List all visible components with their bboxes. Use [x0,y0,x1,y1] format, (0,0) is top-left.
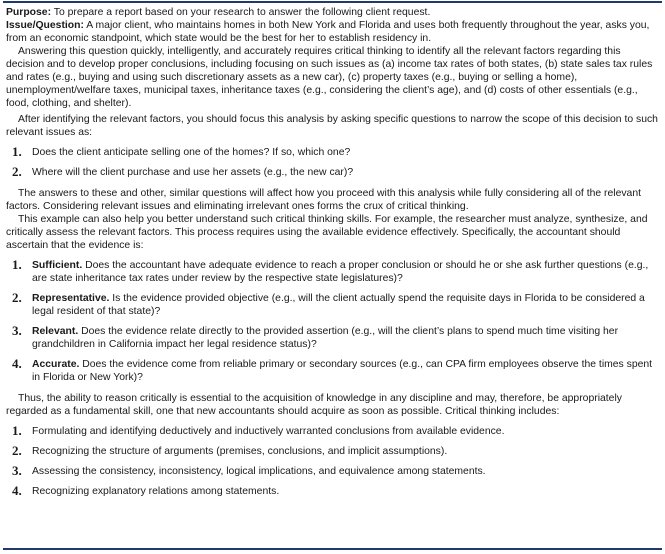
item-number: 4. [12,483,22,498]
paragraph-4: This example can also help you better understand such critical thinking skills. For example, the researcher must analyze, synthesize, and critically assess the relevant factors. This process requires using the available evidence effectively. Specifically, the accountant should ascertain that the evidence is: [6,214,648,251]
item-number: 1. [12,257,22,272]
list-item [6,292,659,318]
purpose-text: To prepare a report based on your research to answer the following client request. [53,7,431,18]
item-text: Does the client anticipate selling one of the homes? If so, which one? [32,147,351,158]
item-term: Sufficient. [32,260,83,271]
item-number: 3. [12,323,22,338]
item-number: 4. [12,356,22,371]
paragraph-3: The answers to these and other, similar questions will affect how you proceed with this analysis while fully considering all of the relevant factors. Considering relevant issues and eliminating irrelevant ones forms the crux of critical thinking. [6,188,641,212]
item-number: 2. [12,290,22,305]
list-item [6,445,659,458]
issue-paragraph [6,19,659,45]
purpose-label: Purpose: [6,7,52,18]
list-item [6,146,659,159]
item-term: Accurate. [32,359,80,370]
paragraph-1: Answering this question quickly, intelligently, and accurately requires critical thinking to identify all the relevant factors regarding this decision and to develop proper conclusions, including focusing on such issues as (a) income tax rates of both states, (b) state sales tax rules and rates (e.g., buying and using such discretionary assets as a new car), (c) property taxes (e.g., buying or selling a home), unemployment/welfare taxes, municipal taxes, inheritance taxes (e.g., considering the client’s age), and (d) costs of other essentials (e.g., food, clothing, and shelter). [6,46,653,109]
item-text: Where will the client purchase and use her assets (e.g., the new car)? [32,167,354,178]
purpose-paragraph [6,6,659,19]
item-text: Formulating and identifying deductively and inductively warranted conclusions from available evidence. [32,426,505,437]
item-number: 2. [12,443,22,458]
item-text: Does the accountant have adequate evidence to reach a proper conclusion or should he or she ask further questions (e.g., are state inheritance tax rates under review by the respective state legislatures)? [32,260,649,284]
item-number: 1. [12,423,22,438]
list-item [6,465,659,478]
item-text: Recognizing the structure of arguments (premises, conclusions, and implicit assumptions). [32,446,448,457]
paragraph-5: Thus, the ability to reason critically is essential to the acquisition of knowledge in any discipline and may, therefore, be appropriately regarded as a fundamental skill, one that new accountants should acquire as soon as possible. Critical thinking includes: [6,393,622,417]
item-text: Recognizing explanatory relations among statements. [32,486,280,497]
item-number: 2. [12,164,22,179]
item-term: Representative. [32,293,110,304]
item-text: Does the evidence relate directly to the provided assertion (e.g., will the client’s plans to spend much time visiting her grandchildren in California impact her legal residence status)? [32,326,619,350]
document-body [6,6,659,498]
list-item [6,425,659,438]
question-list [6,146,659,179]
item-text: Does the evidence come from reliable primary or secondary sources (e.g., can CPA firm employees observe the times spent in Florida or New York)? [32,359,653,383]
item-term: Relevant. [32,326,79,337]
item-text: Assessing the consistency, inconsistency, logical implications, and equivalence among statements. [32,466,486,477]
list-item [6,259,659,285]
skills-list [6,425,659,498]
bottom-rule [3,548,662,550]
issue-text: A major client, who maintains homes in both New York and Florida and uses both frequently throughout the year, asks you, from an economic standpoint, which state would be the best for her to establish residency in. [6,20,650,44]
list-item [6,358,659,384]
paragraph-2: After identifying the relevant factors, you should focus this analysis by asking specific questions to narrow the scope of this decision to such relevant issues as: [6,114,658,138]
top-rule [3,1,662,3]
issue-label: Issue/Question: [6,20,84,31]
item-text: Is the evidence provided objective (e.g., will the client actually spend the requisite days in Florida to be considered a legal resident of that state)? [32,293,645,317]
evidence-list [6,259,659,384]
list-item [6,325,659,351]
item-number: 3. [12,463,22,478]
item-number: 1. [12,144,22,159]
list-item [6,485,659,498]
list-item [6,166,659,179]
